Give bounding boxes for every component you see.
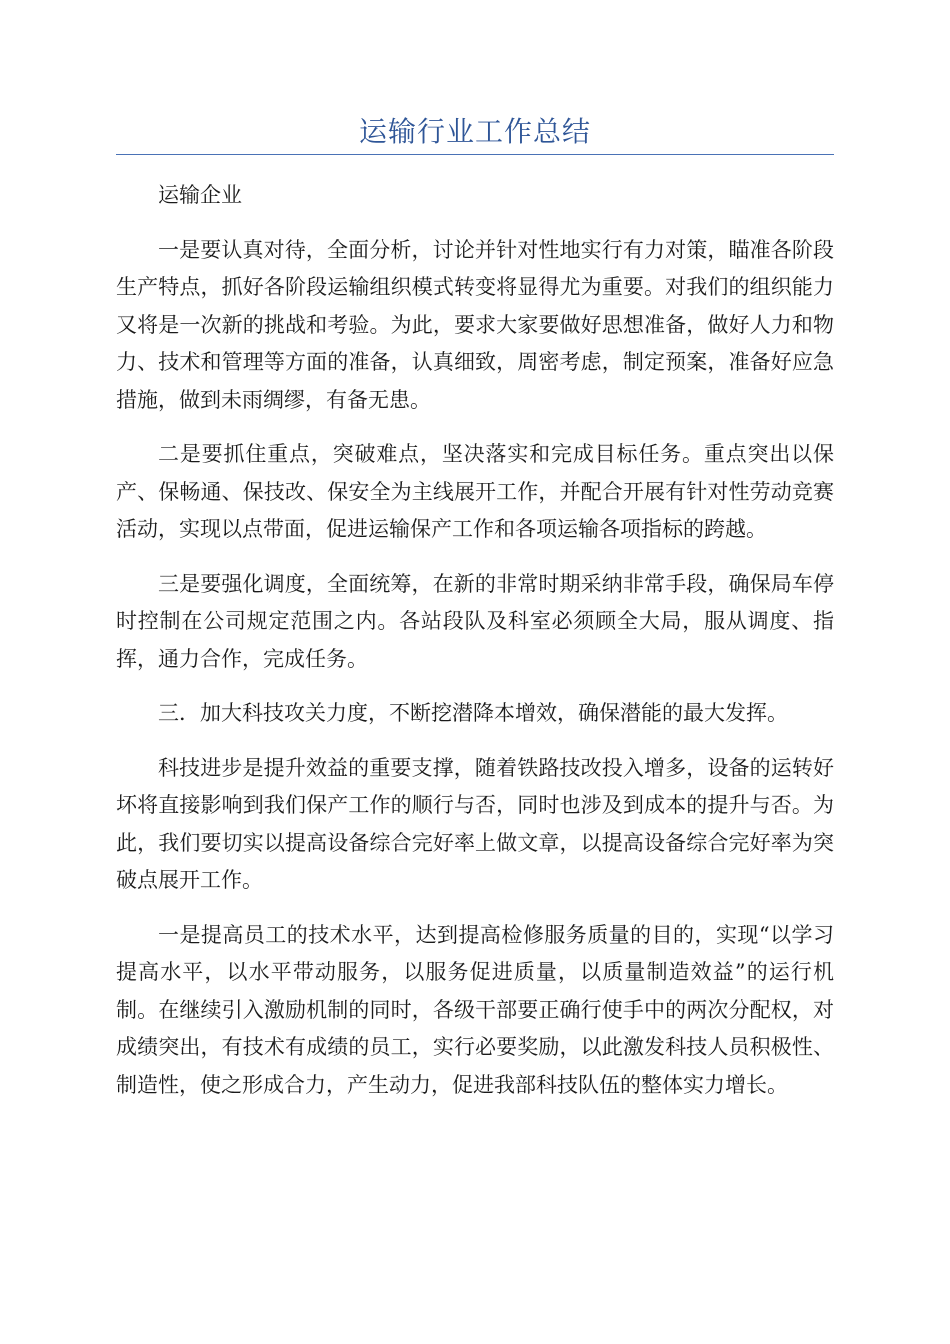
document-title: 运输行业工作总结 (358, 115, 591, 148)
section-heading: 运输企业 (158, 183, 242, 207)
paragraph: 二是要抓住重点，突破难点，坚决落实和完成目标任务。重点突出以保产、保畅通、保技改、保安全为主线展开工作，并配合开展有针对性劳动竞赛活动，实现以点带面，促进运输保产工作和各项运输各项指标的跨越。 (116, 442, 834, 541)
paragraph: 科技进步是提升效益的重要支撑，随着铁路技改投入增多，设备的运转好坏将直接影响到我们保产工作的顺行与否，同时也涉及到成本的提升与否。为此，我们要切实以提高设备综合完好率上做文章，以提高设备综合完好率为突破点展开工作。 (116, 755, 834, 892)
paragraph: 一是提高员工的技术水平，达到提高检修服务质量的目的，实现“以学习提高水平，以水平带动服务，以服务促进质量，以质量制造效益”的运行机制。在继续引入激励机制的同时，各级干部要正确行使手中的两次分配权，对成绩突出，有技术有成绩的员工，实行必要奖励，以此激发科技人员积极性、制造性，使之形成合力，产生动力，促进我部科技队伍的整体实力增长。 (116, 922, 834, 1097)
section-heading: 三．加大科技攻关力度，不断挖潜降本增效，确保潜能的最大发挥。 (158, 701, 788, 725)
paragraph: 一是要认真对待，全面分析，讨论并针对性地实行有力对策，瞄准各阶段生产特点，抓好各阶段运输组织模式转变将显得尤为重要。对我们的组织能力又将是一次新的挑战和考验。为此，要求大家要做好思想准备，做好人力和物力、技术和管理等方面的准备，认真细致，周密考虑，制定预案，准备好应急措施，做到未雨绸缪，有备无患。 (116, 237, 834, 412)
title-underline (116, 154, 834, 155)
document-body (116, 177, 834, 1121)
paragraph: 三是要强化调度，全面统筹，在新的非常时期采纳非常手段，确保局车停时控制在公司规定范围之内。各站段队及科室必须顾全大局，服从调度、指挥，通力合作，完成任务。 (116, 571, 834, 671)
